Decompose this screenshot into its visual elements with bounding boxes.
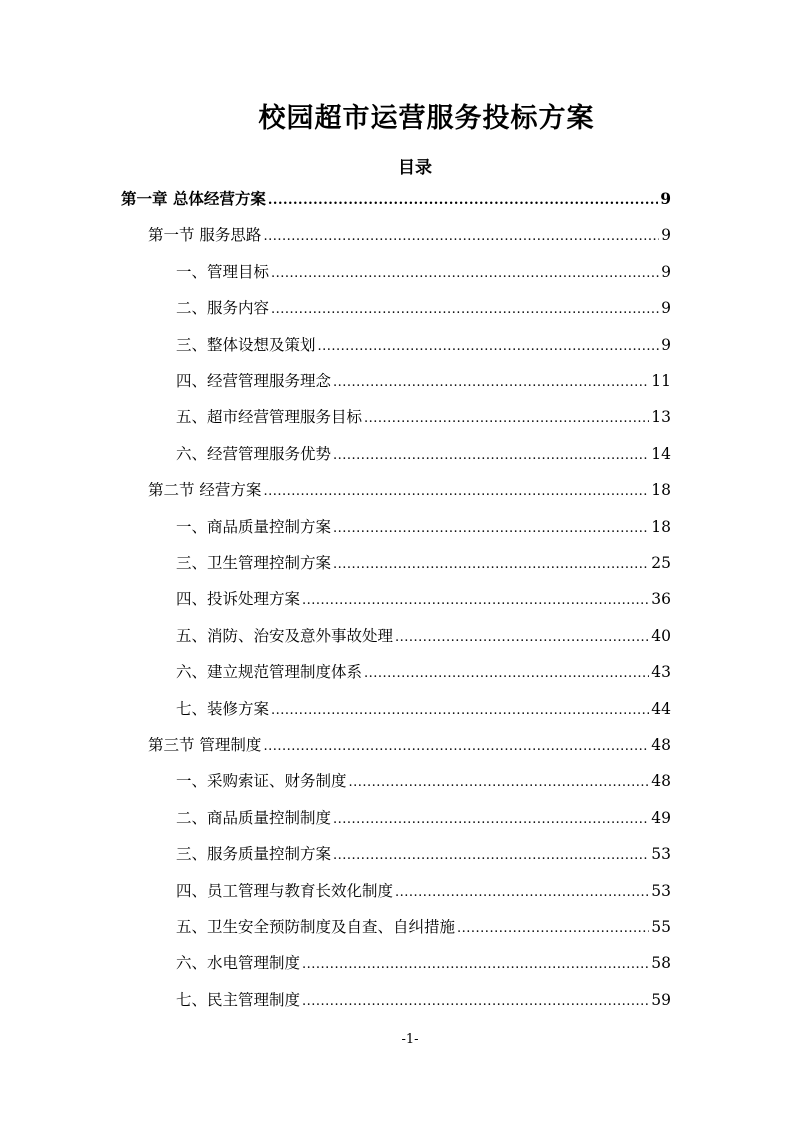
toc-entry[interactable] — [176, 985, 671, 1015]
toc-entry-page: 49 — [651, 808, 671, 827]
toc-entry-label: 第一节 服务思路 — [148, 226, 262, 245]
toc-entry[interactable] — [176, 293, 671, 323]
page-number-footer: -1- — [401, 1032, 419, 1047]
toc-entry-label: 第一章 总体经营方案 — [121, 189, 266, 208]
toc-dot-leader — [263, 477, 649, 507]
toc-dot-leader — [263, 732, 649, 762]
toc-entry[interactable] — [121, 184, 671, 214]
toc-entry[interactable] — [176, 876, 671, 906]
toc-entry-page: 9 — [661, 335, 671, 354]
toc-entry-label: 五、卫生安全预防制度及自查、自纠措施 — [176, 918, 456, 936]
toc-dot-leader — [333, 441, 649, 471]
toc-entry-label: 六、水电管理制度 — [176, 954, 301, 973]
toc-dot-leader — [318, 332, 660, 362]
toc-dot-leader — [395, 878, 649, 908]
toc-dot-leader — [364, 404, 649, 434]
toc-entry-label: 二、服务内容 — [176, 299, 270, 318]
toc-dot-leader — [333, 841, 649, 871]
toc-dot-leader — [302, 987, 649, 1017]
toc-entry-page: 55 — [651, 918, 671, 936]
toc-entry-page: 14 — [651, 444, 671, 463]
toc-entry[interactable] — [176, 948, 671, 978]
toc-entry-label: 七、装修方案 — [176, 699, 270, 718]
toc-entry-page: 9 — [661, 262, 671, 281]
toc-entry[interactable] — [176, 257, 671, 287]
toc-entry-label: 五、消防、治安及意外事故处理 — [176, 626, 394, 645]
toc-entry-page: 36 — [651, 590, 671, 609]
toc-entry[interactable] — [148, 220, 671, 250]
toc-entry-page: 48 — [651, 772, 671, 791]
toc-entry-page: 9 — [661, 226, 671, 245]
toc-entry[interactable] — [148, 730, 671, 760]
toc-entry[interactable] — [176, 439, 671, 469]
toc-entry[interactable] — [148, 475, 671, 505]
toc-entry-label: 三、整体设想及策划 — [176, 335, 316, 354]
toc-dot-leader — [263, 222, 659, 252]
toc-entry[interactable] — [176, 912, 671, 942]
toc-entry-page: 18 — [651, 517, 671, 536]
toc-dot-leader — [333, 805, 649, 835]
toc-entry-label: 六、经营管理服务优势 — [176, 444, 332, 463]
toc-entry-page: 11 — [651, 372, 671, 390]
toc-entry[interactable] — [176, 584, 671, 614]
toc-entry[interactable] — [176, 657, 671, 687]
toc-entry-label: 四、经营管理服务理念 — [176, 372, 332, 390]
toc-entry[interactable] — [176, 366, 671, 396]
toc-entry-label: 第三节 管理制度 — [148, 736, 262, 754]
toc-dot-leader — [302, 586, 649, 616]
toc-entry-label: 三、服务质量控制方案 — [176, 845, 332, 864]
toc-entry-label: 五、超市经营管理服务目标 — [176, 408, 363, 427]
toc-dot-leader — [333, 368, 649, 398]
toc-entry-label: 六、建立规范管理制度体系 — [176, 663, 363, 682]
toc-entry-page: 58 — [651, 954, 671, 973]
toc-dot-leader — [364, 659, 649, 689]
toc-entry[interactable] — [176, 548, 671, 578]
toc-dot-leader — [302, 950, 649, 980]
toc-entry-label: 一、商品质量控制方案 — [176, 517, 332, 536]
toc-dot-leader — [333, 550, 649, 580]
toc-dot-leader — [271, 295, 659, 325]
toc-entry-page: 53 — [651, 881, 671, 900]
document-title: 校园超市运营服务投标方案 — [258, 103, 595, 134]
toc-entry[interactable] — [176, 402, 671, 432]
toc-entry[interactable] — [176, 621, 671, 651]
toc-entry-page: 48 — [651, 736, 671, 754]
toc-entry-label: 一、管理目标 — [176, 262, 270, 281]
toc-heading: 目录 — [398, 158, 432, 178]
toc-dot-leader — [271, 696, 649, 726]
toc-entry-page: 53 — [651, 845, 671, 864]
toc-entry-label: 四、投诉处理方案 — [176, 590, 301, 609]
toc-entry[interactable] — [176, 694, 671, 724]
toc-entry[interactable] — [176, 512, 671, 542]
toc-dot-leader — [395, 623, 649, 653]
toc-entry[interactable] — [176, 766, 671, 796]
toc-entry-page: 40 — [651, 626, 671, 645]
toc-entry-label: 三、卫生管理控制方案 — [176, 554, 332, 572]
toc-dot-leader — [457, 914, 649, 944]
toc-entry-page: 59 — [651, 990, 671, 1009]
toc-entry-page: 13 — [651, 408, 671, 427]
toc-entry[interactable] — [176, 330, 671, 360]
toc-entry-page: 9 — [661, 299, 671, 318]
toc-dot-leader — [349, 768, 650, 798]
toc-entry-label: 四、员工管理与教育长效化制度 — [176, 881, 394, 900]
toc-entry-label: 二、商品质量控制制度 — [176, 808, 332, 827]
toc-entry[interactable] — [176, 839, 671, 869]
toc-entry-page: 43 — [651, 663, 671, 682]
toc-entry-page: 9 — [660, 189, 671, 208]
toc-entry[interactable] — [176, 803, 671, 833]
toc-entry-label: 一、采购索证、财务制度 — [176, 772, 347, 791]
toc-entry-page: 18 — [651, 481, 671, 500]
toc-dot-leader — [333, 514, 649, 544]
toc-entry-page: 44 — [651, 699, 671, 718]
toc-dot-leader — [268, 186, 658, 216]
toc-entry-label: 第二节 经营方案 — [148, 481, 262, 500]
toc-entry-label: 七、民主管理制度 — [176, 990, 301, 1009]
toc-entry-page: 25 — [651, 554, 671, 572]
toc-dot-leader — [271, 259, 659, 289]
